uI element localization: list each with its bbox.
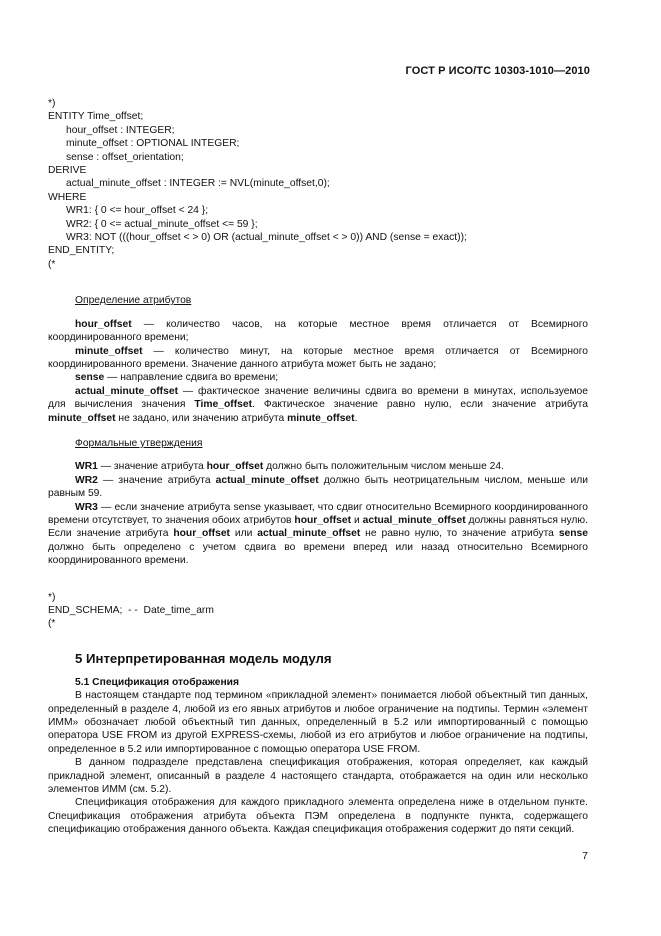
code-line: minute_offset : OPTIONAL INTEGER; (66, 138, 240, 150)
section-5-1-paragraph: В настоящем стандарте под термином «прикладной элемент» понимается любой объектный тип данных, определенный в разделе 4, любой из его явных атрибутов и любое ограничение на подтипы. Термин «элемент ИММ» обозначает любой объектный тип данных, определенный в 5.2 или импортированный с помощью оператора USE FROM из другой EXPRESS-схемы, любой из его атрибутов и любое ограничение на подтипы, определенное в 5.2 или импортированное с помощью оператора USE FROM. (48, 690, 588, 755)
code-line: *) (48, 98, 56, 109)
code-line: actual_minute_offset : INTEGER := NVL(minute_offset,0); (66, 178, 330, 190)
section-5-1-paragraph: Спецификация отображения для каждого прикладного элемента определена ниже в отдельном пункте. Спецификация отображения атрибута объекта ПЭМ определена в подпункте пункта, содержащего спецификацию отображения данного объекта. Каждая спецификация отображения содержит до пяти секций. (48, 797, 588, 836)
code-line: WR1: { 0 <= hour_offset < 24 }; (66, 205, 209, 217)
code-line: *) (48, 591, 56, 603)
express-code-top (48, 97, 588, 271)
code-line: WR2: { 0 <= actual_minute_offset <= 59 }; (66, 218, 258, 230)
code-line: ENTITY Time_offset; (48, 111, 144, 123)
formal-rules-heading: Формальные утверждения (75, 437, 203, 449)
express-code-bottom (48, 591, 588, 631)
code-line: (* (48, 258, 56, 270)
code-line: END_ENTITY; (48, 245, 115, 257)
page-number: 7 (582, 850, 588, 862)
code-line: WR3: NOT (((hour_offset < > 0) OR (actual_minute_offset < > 0)) AND (sense = exact)); (66, 232, 467, 244)
attr-def-hour-offset: hour_offset — количество часов, на которые местное время отличается от Всемирного координированного времени; (48, 318, 588, 344)
section-5-1-paragraph: В данном подразделе представлена спецификация отображения, которая определяет, как каждый прикладной элемент, описанный в разделе 4 настоящего стандарта, отображается на один или несколько элементов ИММ (см. 5.2). (48, 757, 588, 796)
rule-wr3: WR3 — если значение атрибута sense указывает, что сдвиг относительно Всемирного координированного времени отсутствует, то значения обоих атрибутов hour_offset и actual_minute_offset должны равняться нулю. Если значение атрибута hour_offset или actual_minute_offset не равно нулю, то значение атрибута sense должно быть определено с учетом сдвига во времени вперед или назад относительно Всемирного координированного времени. (48, 501, 589, 567)
code-line: (* (48, 618, 56, 630)
rule-wr2: WR2 — значение атрибута actual_minute_offset должно быть неотрицательным числом, меньше или равным 59. (48, 474, 588, 500)
rule-wr1: WR1 — значение атрибута hour_offset должно быть положительным числом меньше 24. (75, 461, 504, 473)
code-line: END_SCHEMA; - - Date_time_arm (48, 605, 214, 616)
attr-def-minute-offset: minute_offset — количество минут, на которые местное время отличается от Всемирного координированного времени. Значение данного атрибута может быть не задано; (48, 345, 588, 370)
code-line: sense : offset_orientation; (66, 151, 184, 163)
code-line: DERIVE (48, 165, 87, 177)
code-line: hour_offset : INTEGER; (66, 124, 175, 136)
section-5-heading: 5 Интерпретированная модель модуля (75, 650, 332, 666)
attr-definitions-heading: Определение атрибутов (75, 295, 192, 307)
attr-def-sense: sense — направление сдвига во времени; (75, 372, 279, 384)
section-5-1-heading: 5.1 Спецификация отображения (75, 676, 240, 688)
standard-code-header: ГОСТ Р ИСО/ТС 10303-1010—2010 (405, 65, 590, 77)
attr-def-actual-minute-offset: actual_minute_offset — фактическое значение величины сдвига во времени в минутах, используемое для вычисления значения Time_offset. Фактическое значение равно нулю, если значение атрибута minute_offset не задано, или значению атрибута minute_offset. (48, 385, 589, 424)
code-line: WHERE (48, 191, 87, 203)
page-content (48, 97, 588, 837)
